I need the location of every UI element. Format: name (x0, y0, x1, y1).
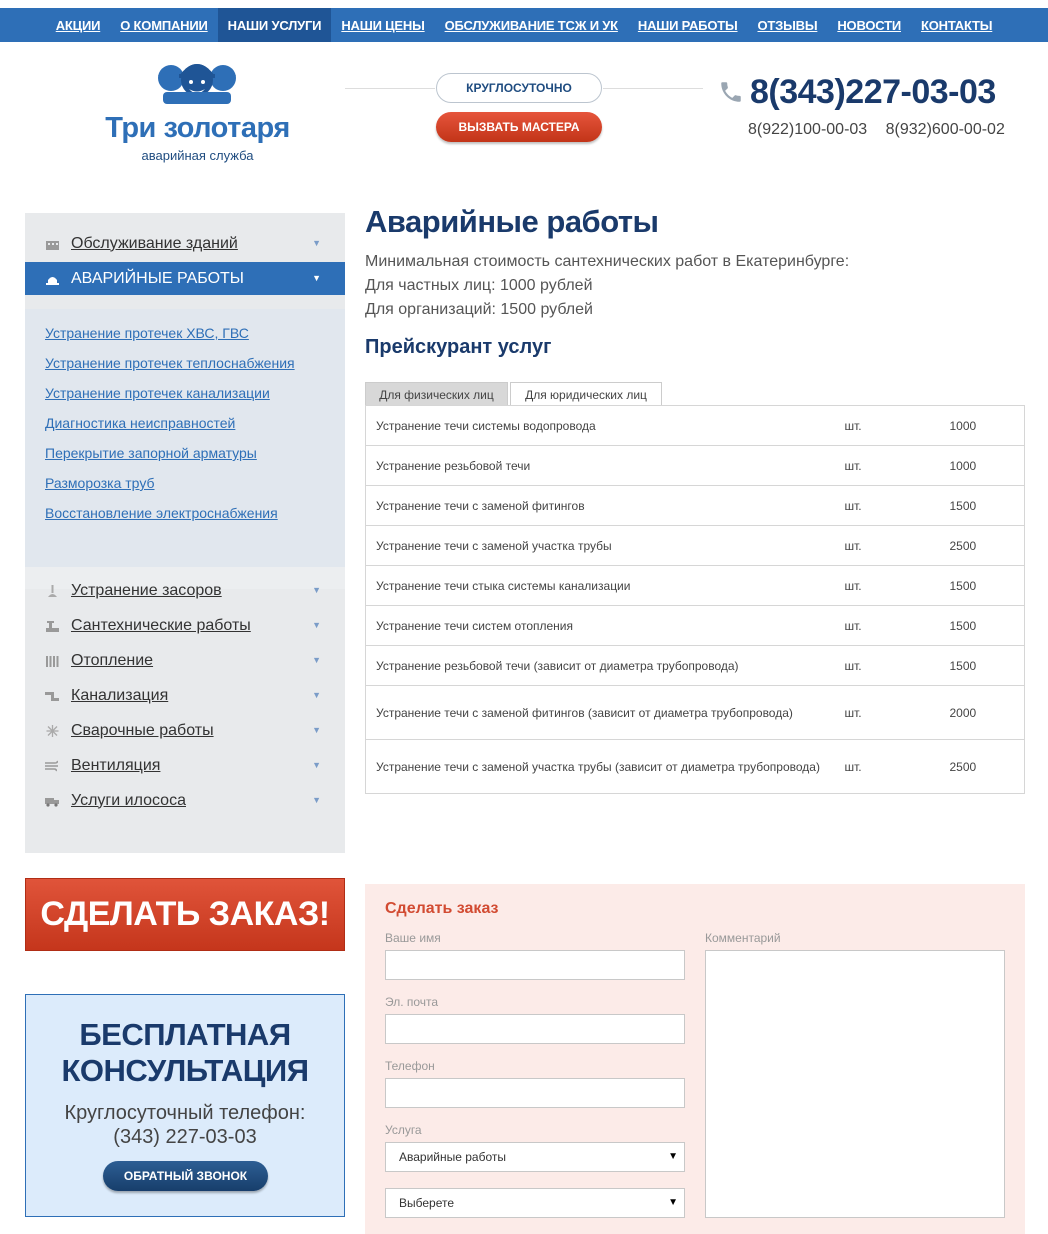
service-unit: шт. (835, 646, 940, 686)
service-price: 1500 (940, 606, 1025, 646)
consultation-title-line-2: КОНСУЛЬТАЦИЯ (61, 1053, 309, 1088)
header-divider-right (603, 88, 703, 89)
pipe-icon (45, 690, 60, 702)
make-order-banner[interactable]: СДЕЛАТЬ ЗАКАЗ! (25, 878, 345, 951)
subitem-valve-shutoff[interactable]: Перекрытие запорной арматуры (45, 445, 257, 461)
sidebar-item-label: Сантехнические работы (71, 616, 251, 634)
service-name: Устранение течи стыка системы канализации (366, 566, 835, 606)
tab-legal-entities[interactable]: Для юридических лиц (510, 382, 662, 406)
chevron-down-icon[interactable]: ▼ (312, 585, 321, 595)
sidebar-item-label: Услуги илососа (71, 791, 186, 809)
email-label: Эл. почта (385, 995, 439, 1009)
price-table (365, 405, 1025, 794)
chevron-down-icon[interactable]: ▼ (312, 620, 321, 630)
service-name: Устранение течи систем отопления (366, 606, 835, 646)
sidebar-item-label: Вентиляция (71, 756, 161, 774)
table-row (366, 526, 1025, 566)
service-unit: шт. (835, 686, 940, 740)
sidebar-item-welding[interactable] (25, 714, 345, 747)
faucet-icon (45, 620, 60, 632)
alt-phone-2[interactable]: 8(932)600-00-02 (885, 121, 1005, 138)
comment-label: Комментарий (705, 931, 781, 945)
sidebar-item-ventilation[interactable] (25, 749, 345, 782)
table-row (366, 606, 1025, 646)
sidebar-item-sewerage[interactable] (25, 679, 345, 712)
service-unit: шт. (835, 606, 940, 646)
alarm-light-icon (45, 273, 60, 285)
service-price: 1000 (940, 446, 1025, 486)
service-price: 1500 (940, 566, 1025, 606)
sidebar-item-label: Сварочные работы (71, 721, 214, 739)
subitem-power-restore[interactable]: Восстановление электроснабжения (45, 505, 278, 521)
nav-hoa-service[interactable]: ОБСЛУЖИВАНИЕ ТСЖ И УК (444, 17, 618, 33)
phone-field[interactable] (385, 1078, 685, 1108)
nav-works[interactable]: НАШИ РАБОТЫ (637, 17, 738, 33)
service-unit: шт. (835, 566, 940, 606)
sidebar-item-building-service[interactable] (25, 227, 345, 260)
service-label: Услуга (385, 1123, 422, 1137)
order-form (365, 884, 1025, 1234)
sidebar-item-label: Устранение засоров (71, 581, 222, 599)
24-7-badge: КРУГЛОСУТОЧНО (436, 73, 602, 103)
nav-promotions[interactable]: АКЦИИ (55, 17, 101, 33)
intro-min-price: Минимальная стоимость сантехнических работ в Екатеринбурге: (365, 253, 850, 270)
alt-phone-1[interactable]: 8(922)100-00-03 (748, 121, 868, 138)
site-logo[interactable] (95, 50, 305, 168)
table-row (366, 566, 1025, 606)
building-icon (45, 238, 60, 250)
sidebar-item-label: Канализация (71, 686, 169, 704)
table-row (366, 686, 1025, 740)
service-name: Устранение течи с заменой фитингов (зависит от диаметра трубопровода) (366, 686, 835, 740)
wind-icon (45, 760, 60, 772)
consultation-text-line-1: Круглосуточный телефон: (64, 1102, 306, 1124)
consultation-title (26, 1017, 344, 1089)
radiator-icon (45, 655, 60, 667)
plunger-icon (45, 585, 60, 597)
truck-icon (45, 795, 60, 807)
chevron-down-icon[interactable]: ▼ (312, 725, 321, 735)
service-unit: шт. (835, 446, 940, 486)
service-name: Устранение резьбовой течи (зависит от диаметра трубопровода) (366, 646, 835, 686)
plumbers-logo-icon (153, 52, 241, 104)
order-form-title: Сделать заказ (385, 900, 499, 917)
subservice-select[interactable] (385, 1188, 685, 1218)
service-unit: шт. (835, 526, 940, 566)
table-row (366, 406, 1025, 446)
dropdown-arrow-icon: ▼ (668, 1151, 678, 1162)
dropdown-arrow-icon: ▼ (668, 1197, 678, 1208)
nav-prices[interactable]: НАШИ ЦЕНЫ (341, 17, 425, 33)
service-price: 1000 (940, 406, 1025, 446)
sidebar-item-label: Отопление (71, 651, 154, 669)
sidebar-item-plumbing[interactable] (25, 609, 345, 642)
tab-individuals[interactable]: Для физических лиц (365, 382, 508, 406)
chevron-down-icon[interactable]: ▼ (312, 795, 321, 805)
service-select[interactable] (385, 1142, 685, 1172)
service-name: Устранение течи системы водопровода (366, 406, 835, 446)
logo-subtitle: аварийная служба (141, 148, 254, 163)
chevron-down-icon[interactable]: ▼ (312, 238, 321, 248)
table-row (366, 740, 1025, 794)
main-phone-number: 8(343)227-03-03 (750, 72, 996, 111)
callback-button[interactable]: ОБРАТНЫЙ ЗВОНОК (103, 1161, 268, 1191)
subitem-pipe-thawing[interactable]: Разморозка труб (45, 475, 155, 491)
nav-reviews[interactable]: ОТЗЫВЫ (757, 17, 818, 33)
main-phone[interactable] (718, 70, 996, 114)
nav-news[interactable]: НОВОСТИ (837, 17, 901, 33)
logo-title: Три золотаря (105, 112, 290, 144)
sidebar-item-vacuum-truck[interactable] (25, 784, 345, 817)
sidebar-item-emergency-works[interactable] (25, 262, 345, 295)
subitem-heating-leaks[interactable]: Устранение протечек теплоснабжения (45, 355, 295, 371)
sidebar-item-heating[interactable] (25, 644, 345, 677)
sidebar-item-label: Обслуживание зданий (71, 234, 238, 252)
intro-private-price: Для частных лиц: 1000 рублей (365, 277, 593, 294)
service-name: Устранение течи с заменой фитингов (366, 486, 835, 526)
subservice-select-value: Выберете (399, 1196, 455, 1210)
services-sidebar (25, 213, 345, 853)
comment-textarea[interactable] (705, 950, 1005, 1218)
alt-phones (748, 121, 1019, 139)
name-field[interactable] (385, 950, 685, 980)
free-consultation-box (25, 994, 345, 1217)
phone-icon (718, 79, 744, 105)
sidebar-item-label: АВАРИЙНЫЕ РАБОТЫ (71, 269, 244, 287)
service-price: 2500 (940, 526, 1025, 566)
price-list-heading: Прейскурант услуг (365, 336, 552, 358)
table-row (366, 446, 1025, 486)
service-name: Устранение резьбовой течи (366, 446, 835, 486)
subitem-sewer-leaks[interactable]: Устранение протечек канализации (45, 385, 270, 401)
service-name: Устранение течи с заменой участка трубы (366, 526, 835, 566)
subitem-diagnostics[interactable]: Диагностика неисправностей (45, 415, 236, 431)
service-unit: шт. (835, 740, 940, 794)
service-price: 2500 (940, 740, 1025, 794)
header-divider-left (345, 88, 435, 89)
phone-label: Телефон (385, 1059, 435, 1073)
service-select-value: Аварийные работы (399, 1150, 507, 1164)
call-master-button[interactable]: ВЫЗВАТЬ МАСТЕРА (436, 112, 602, 142)
nav-services[interactable]: НАШИ УСЛУГИ (218, 8, 332, 42)
top-navigation (0, 8, 1048, 42)
table-row (366, 646, 1025, 686)
chevron-down-icon[interactable]: ▼ (312, 655, 321, 665)
service-unit: шт. (835, 486, 940, 526)
service-price: 1500 (940, 646, 1025, 686)
page-title: Аварийные работы (365, 204, 659, 239)
chevron-down-icon[interactable]: ▼ (312, 690, 321, 700)
consultation-phone[interactable]: (343) 227-03-03 (113, 1126, 257, 1148)
service-price: 2000 (940, 686, 1025, 740)
consultation-text (26, 1101, 344, 1149)
sidebar-item-clogs[interactable] (25, 574, 345, 607)
consultation-title-line-1: БЕСПЛАТНАЯ (79, 1017, 291, 1052)
nav-contacts[interactable]: КОНТАКТЫ (921, 17, 993, 33)
intro-company-price: Для организаций: 1500 рублей (365, 301, 593, 318)
name-label: Ваше имя (385, 931, 441, 945)
nav-about[interactable]: О КОМПАНИИ (120, 17, 208, 33)
email-field[interactable] (385, 1014, 685, 1044)
emergency-subpanel (25, 309, 345, 567)
subitem-cold-hot-water-leaks[interactable]: Устранение протечек ХВС, ГВС (45, 325, 249, 341)
service-price: 1500 (940, 486, 1025, 526)
chevron-down-icon[interactable]: ▼ (312, 273, 321, 283)
service-name: Устранение течи с заменой участка трубы (зависит от диаметра трубопровода) (366, 740, 835, 794)
chevron-down-icon[interactable]: ▼ (312, 760, 321, 770)
service-unit: шт. (835, 406, 940, 446)
table-row (366, 486, 1025, 526)
spark-icon (45, 725, 60, 737)
